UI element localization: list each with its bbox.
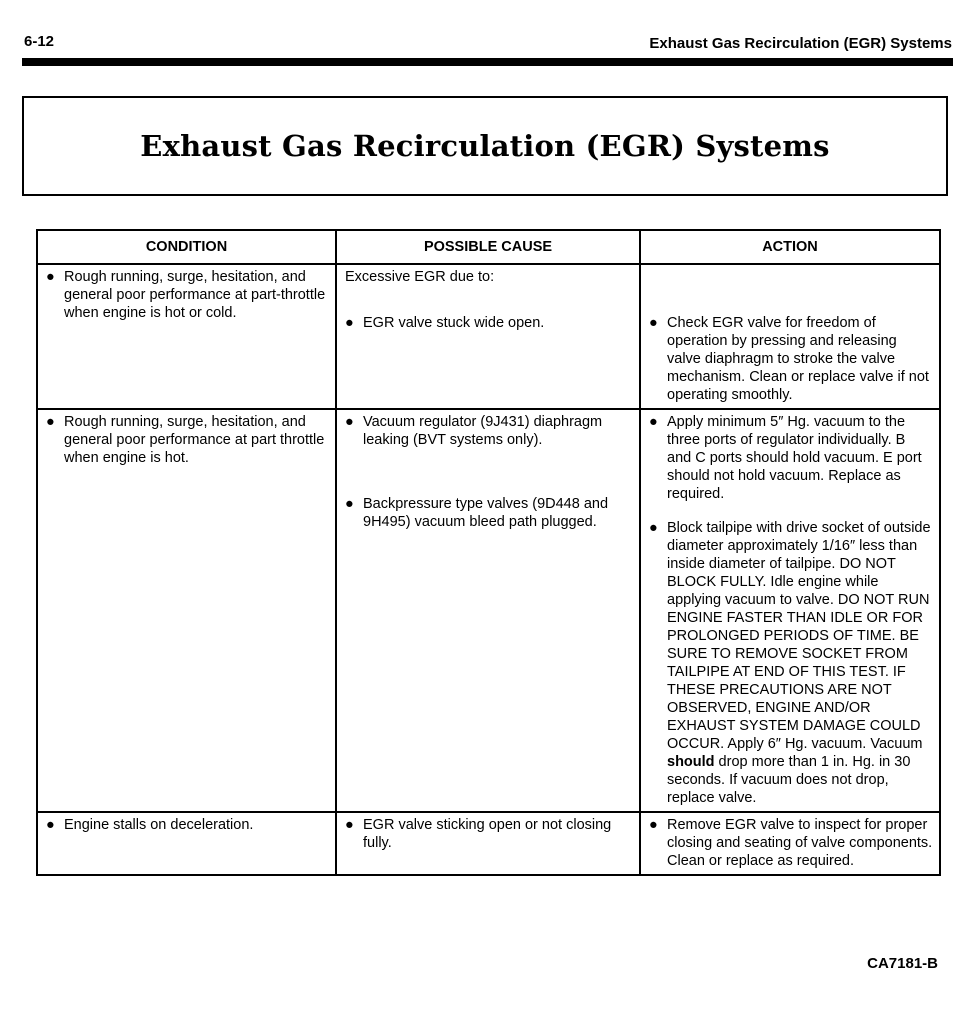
cause-cell: [336, 409, 640, 812]
column-header-action: ACTION: [640, 230, 940, 264]
cause-text: EGR valve sticking open or not closing fully.: [363, 817, 612, 851]
bullet-icon: ●: [46, 414, 55, 430]
bullet-icon: ●: [345, 496, 354, 512]
page-number: 6-12: [24, 33, 55, 50]
bullet-icon: ●: [345, 315, 354, 331]
action-text: Apply minimum 5″ Hg. vacuum to the three ports of regulator individually. B and C ports should hold vacuum. E port should not hold vacuum. Replace as required.: [667, 414, 922, 502]
condition-cell: [37, 264, 336, 409]
condition-text: Engine stalls on deceleration.: [64, 817, 254, 833]
table-row: [37, 264, 940, 409]
table-row: [37, 409, 940, 812]
action-text-part: Block tailpipe with drive socket of outside diameter approximately 1/16″ less than inside diameter of tailpipe. DO NOT BLOCK FULLY. Idle engine while applying vacuum to valve. DO NOT RUN ENGINE FASTER THAN IDLE OR FOR PROLONGED PERIODS OF TIME. BE SURE TO REMOVE SOCKET FROM TAILPIPE AT END OF THIS TEST. IF THESE PRECAUTIONS ARE NOT OBSERVED, ENGINE AND/OR EXHAUST SYSTEM DAMAGE COULD OCCUR. Apply 6″ Hg. vacuum. Vacuum: [667, 520, 931, 752]
table-header-row: [37, 230, 940, 264]
action-item: [649, 314, 933, 404]
bullet-icon: ●: [649, 817, 658, 833]
cause-item: [345, 314, 633, 332]
bullet-icon: ●: [46, 269, 55, 285]
action-text-warning: [667, 519, 933, 807]
condition-item: [46, 816, 329, 834]
action-cell: [640, 264, 940, 409]
action-text-emphasis: should: [667, 754, 715, 770]
condition-cell: [37, 409, 336, 812]
condition-item: [46, 413, 329, 467]
action-item: [649, 519, 933, 807]
cause-cell: [336, 812, 640, 875]
condition-text: Rough running, surge, hesitation, and general poor performance at part-throttle when engine is hot or cold.: [64, 269, 326, 321]
condition-text: Rough running, surge, hesitation, and general poor performance at part throttle when engine is hot.: [64, 414, 325, 466]
cause-text: EGR valve stuck wide open.: [363, 315, 545, 331]
table-row: [37, 812, 940, 875]
bullet-icon: ●: [345, 817, 354, 833]
action-text-part: drop more than 1 in. Hg. in 30 seconds. If vacuum does not drop, replace valve.: [667, 754, 911, 806]
bullet-icon: ●: [649, 414, 658, 430]
action-cell: [640, 409, 940, 812]
title-box: [22, 96, 948, 196]
column-header-possible-cause: POSSIBLE CAUSE: [336, 230, 640, 264]
action-text: Remove EGR valve to inspect for proper closing and seating of valve components. Clean or replace as required.: [667, 817, 933, 869]
bullet-icon: ●: [46, 817, 55, 833]
action-cell: [640, 812, 940, 875]
bullet-icon: ●: [649, 315, 658, 331]
action-text: Check EGR valve for freedom of operation by pressing and releasing valve diaphragm to stroke the valve mechanism. Clean or replace valve if not operating smoothly.: [667, 315, 929, 403]
cause-cell: [336, 264, 640, 409]
cause-item: [345, 816, 633, 852]
cause-item: [345, 495, 633, 531]
running-header-title: Exhaust Gas Recirculation (EGR) Systems: [649, 35, 952, 52]
cause-intro: Excessive EGR due to:: [345, 269, 495, 285]
page-title: Exhaust Gas Recirculation (EGR) Systems: [140, 129, 830, 163]
cause-text: Backpressure type valves (9D448 and 9H495) vacuum bleed path plugged.: [363, 496, 609, 530]
cause-item: [345, 413, 633, 449]
bullet-icon: ●: [649, 520, 658, 536]
cause-text: Vacuum regulator (9J431) diaphragm leaking (BVT systems only).: [363, 414, 603, 448]
action-item: [649, 816, 933, 870]
action-item: [649, 413, 933, 503]
header-rule: [22, 58, 953, 66]
figure-code: CA7181-B: [867, 955, 938, 972]
column-header-condition: CONDITION: [37, 230, 336, 264]
condition-cell: [37, 812, 336, 875]
bullet-icon: ●: [345, 414, 354, 430]
diagnosis-table: [36, 229, 941, 876]
condition-item: [46, 268, 329, 322]
